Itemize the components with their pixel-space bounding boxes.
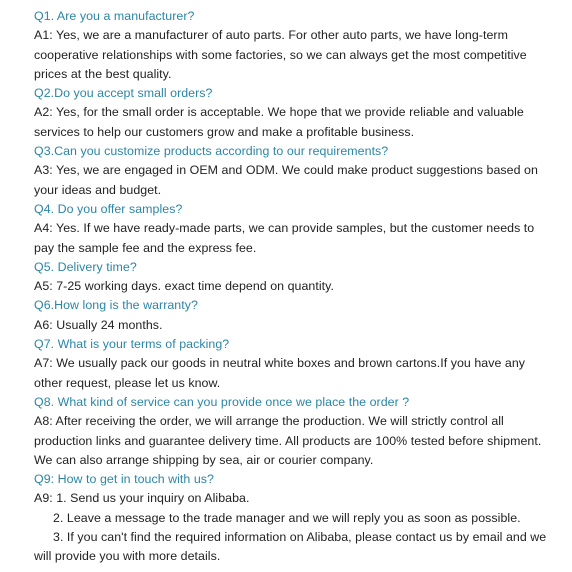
faq-answer-1: A1: Yes, we are a manufacturer of auto parts. For other auto parts, we have long-term cooperative relationships with some factories, so we can always get the most competitive prices at the best quality. xyxy=(34,28,527,81)
faq-answer-9-step-3-continued: will provide you with more details. xyxy=(34,549,221,564)
faq-answer-4: A4: Yes. If we have ready-made parts, we can provide samples, but the customer needs to pay the sample fee and the express fee. xyxy=(34,221,535,255)
faq-answer-9-step-2: 2. Leave a message to the trade manager and we will reply you as soon as possible. xyxy=(53,510,521,525)
faq-question-6: Q6.How long is the warranty? xyxy=(34,298,198,313)
faq-question-9: Q9: How to get in touch with us? xyxy=(34,472,214,487)
faq-answer-6: A6: Usually 24 months. xyxy=(34,317,163,332)
faq-question-4: Q4. Do you offer samples? xyxy=(34,201,183,216)
faq-question-2: Q2.Do you accept small orders? xyxy=(34,86,213,101)
faq-question-5: Q5. Delivery time? xyxy=(34,259,137,274)
faq-answer-9-step-1: A9: 1. Send us your inquiry on Alibaba. xyxy=(34,491,250,506)
faq-section xyxy=(34,7,554,567)
faq-answer-3: A3: Yes, we are engaged in OEM and ODM. We could make product suggestions based on your ideas and budget. xyxy=(34,163,538,197)
faq-answer-7: A7: We usually pack our goods in neutral white boxes and brown cartons.If you have any other request, please let us know. xyxy=(34,356,526,390)
faq-question-7: Q7. What is your terms of packing? xyxy=(34,337,230,352)
faq-question-1: Q1. Are you a manufacturer? xyxy=(34,9,195,23)
faq-question-8: Q8. What kind of service can you provide once we place the order ? xyxy=(34,394,410,409)
faq-answer-9-step-3: 3. If you can't find the required information on Alibaba, please contact us by email and we xyxy=(53,530,547,545)
faq-answer-5: A5: 7-25 working days. exact time depend on quantity. xyxy=(34,279,334,294)
faq-question-3: Q3.Can you customize products according to our requirements? xyxy=(34,144,389,159)
faq-answer-8: A8: After receiving the order, we will arrange the production. We will strictly control all production links and guarantee delivery time. All products are 100% tested before shipment. We can also arrange shipping by sea, air or courier company. xyxy=(34,414,542,467)
faq-answer-2: A2: Yes, for the small order is acceptable. We hope that we provide reliable and valuable services to help our customers grow and make a profitable business. xyxy=(34,105,524,139)
